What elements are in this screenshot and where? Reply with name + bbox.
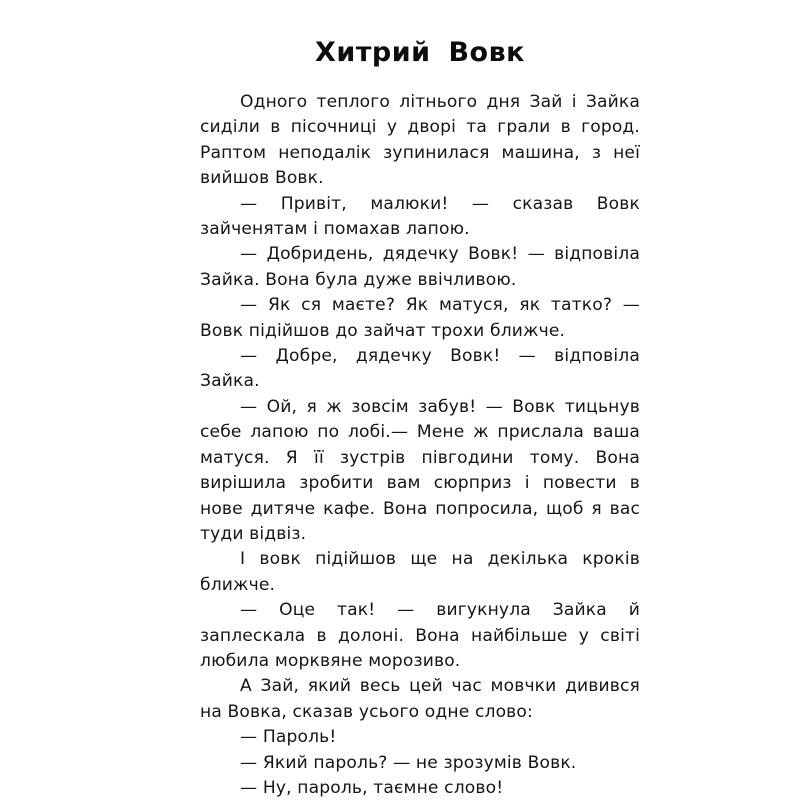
paragraph: І вовк підійшов ще на декілька кроків ближче. [200, 549, 640, 595]
paragraph: — Пароль! [240, 727, 337, 748]
paragraph: — Добре, дядечку Вовк! — відповіла Зайка. [200, 346, 640, 392]
paragraph: — Оце так! — вигукнула Зайка й заплескала в долоні. Вона найбільше у світі любила морквяне морозиво. [200, 600, 640, 671]
paragraph: — Який пароль? — не зрозумів Вовк. [240, 752, 577, 773]
paragraph: А Зай, який весь цей час мовчки дивився на Вовка, сказав усього одне слово: [200, 676, 640, 722]
story-body [200, 90, 640, 801]
paragraph: — Як ся маєте? Як матуся, як татко? — Вовк підійшов до зайчат трохи ближче. [200, 295, 640, 341]
paragraph: — Добридень, дядечку Вовк! — відповіла Зайка. Вона була дуже ввічливою. [200, 244, 640, 290]
page-title: Хитрий Вовк [315, 37, 525, 68]
story-container [200, 36, 640, 801]
paragraph: — Ой, я ж зовсім забув! — Вовк тицьнув себе лапою по лобі.— Мене ж прислала ваша матуся. Я її зустрів півгодини тому. Вона вирішила зробити вам сюрприз і повести в нове дитяче кафе. Вона попросила, щоб я вас туди відвіз. [200, 396, 640, 544]
paragraph: — Привіт, малюки! — сказав Вовк зайченятам і помахав лапою. [200, 193, 640, 240]
paragraph: — Ну, пароль, таємне слово! [240, 777, 504, 798]
paragraph: Одного теплого літнього дня Зай і Зайка сиділи в пісочниці у дворі та грали в город. Раптом неподалік зупинилася машина, з неї вийшов Вовк. [200, 92, 640, 189]
